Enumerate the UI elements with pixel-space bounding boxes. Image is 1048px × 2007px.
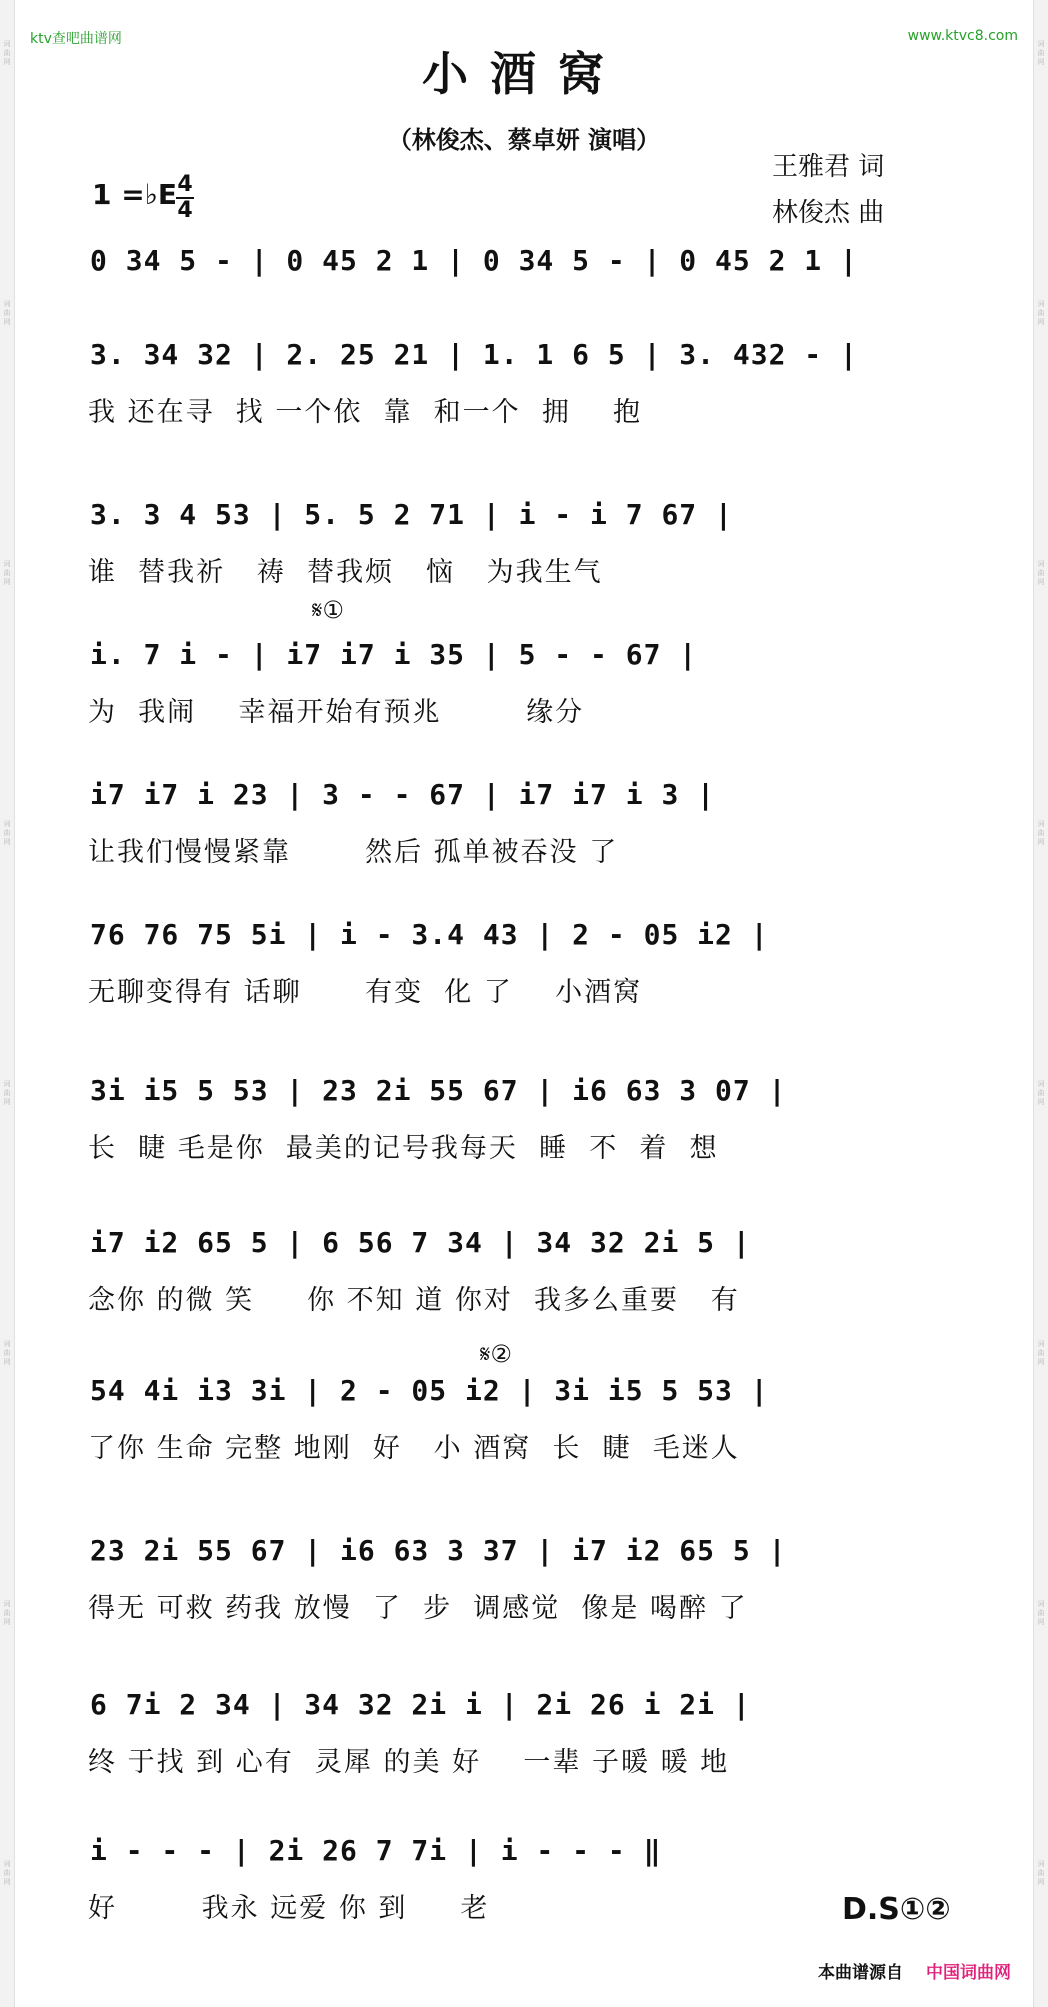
edge-watermark: 词曲网: [3, 560, 11, 586]
notation-line-9: 54 4i i3 3i | 2 - 05 i2 | 3i i5 5 53 |: [90, 1374, 769, 1407]
lyrics-line-8: 念你 的微 笑 你 不知 道 你对 我多么重要 有: [88, 1285, 740, 1316]
edge-watermark: 词曲网: [1037, 1600, 1045, 1626]
lyrics-line-5: 让我们慢慢紧靠 然后 孤单被吞没 了: [88, 837, 619, 868]
edge-watermark: 词曲网: [3, 820, 11, 846]
notation-line-12: i - - - | 2i 26 7 7i | i - - - ‖: [90, 1834, 662, 1867]
edge-watermark: 词曲网: [1037, 560, 1045, 586]
lyrics-line-7: 长 睫 毛是你 最美的记号我每天 睡 不 着 想: [88, 1133, 719, 1164]
time-numerator: 4: [177, 172, 193, 197]
lyrics-line-11: 终 于找 到 心有 灵犀 的美 好 一辈 子暖 暖 地: [88, 1747, 730, 1778]
edge-watermark: 词曲网: [1037, 1340, 1045, 1366]
right-margin-strip: [1033, 0, 1048, 2007]
lyrics-line-3: 谁 替我祈 祷 替我烦 恼 为我生气: [88, 557, 603, 588]
edge-watermark: 词曲网: [3, 1080, 11, 1106]
edge-watermark: 词曲网: [1037, 820, 1045, 846]
edge-watermark: 词曲网: [1037, 1080, 1045, 1106]
site-url-right: www.ktvc8.com: [907, 28, 1018, 44]
footer-source-label: 本曲谱源自: [818, 1963, 903, 1983]
edge-watermark: 词曲网: [3, 300, 11, 326]
performers-line: （林俊杰、蔡卓妍 演唱）: [387, 126, 661, 154]
edge-watermark: 词曲网: [1037, 40, 1045, 66]
lyrics-line-9: 了你 生命 完整 地刚 好 小 酒窝 长 睫 毛迷人: [88, 1433, 740, 1464]
notation-line-5: i7 i7 i 23 | 3 - - 67 | i7 i7 i 3 |: [90, 778, 716, 811]
edge-watermark: 词曲网: [3, 1340, 11, 1366]
key-signature: 1 =♭E: [92, 178, 178, 211]
lyrics-line-4: 为 我闹 幸福开始有预兆 缘分: [88, 697, 585, 728]
lyrics-line-12: 好 我永 远爱 你 到 老: [88, 1893, 490, 1924]
edge-watermark: 词曲网: [1037, 1860, 1045, 1886]
notation-line-1: 0 34 5 - | 0 45 2 1 | 0 34 5 - | 0 45 2 1 |: [90, 244, 858, 277]
time-denominator: 4: [177, 198, 193, 223]
lyrics-line-2: 我 还在寻 找 一个依 靠 和一个 拥 抱: [88, 397, 643, 428]
notation-line-3: 3. 3 4 53 | 5. 5 2 71 | i - i 7 67 |: [90, 498, 733, 531]
edge-watermark: 词曲网: [1037, 300, 1045, 326]
segno-mark-2: 𝄋②: [480, 1340, 512, 1368]
notation-line-8: i7 i2 65 5 | 6 56 7 34 | 34 32 2i 5 |: [90, 1226, 751, 1259]
segno-mark-1: 𝄋①: [312, 596, 344, 624]
lyricist-credit: 王雅君 词: [772, 152, 885, 182]
notation-line-4: i. 7 i - | i7 i7 i 35 | 5 - - 67 |: [90, 638, 698, 671]
footer-brand: 中国词曲网: [926, 1963, 1011, 1983]
notation-line-6: 76 76 75 5i | i - 3.4 43 | 2 - 05 i2 |: [90, 918, 769, 951]
lyrics-line-6: 无聊变得有 话聊 有变 化 了 小酒窝: [88, 977, 643, 1008]
notation-line-10: 23 2i 55 67 | i6 63 3 37 | i7 i2 65 5 |: [90, 1534, 787, 1567]
time-signature: [176, 174, 194, 222]
composer-credit: 林俊杰 曲: [772, 198, 885, 228]
notation-line-11: 6 7i 2 34 | 34 32 2i i | 2i 26 i 2i |: [90, 1688, 751, 1721]
edge-watermark: 词曲网: [3, 40, 11, 66]
dal-segno-mark: D.S①②: [842, 1892, 951, 1927]
notation-line-2: 3. 34 32 | 2. 25 21 | 1. 1 6 5 | 3. 432 - |: [90, 338, 858, 371]
edge-watermark: 词曲网: [3, 1600, 11, 1626]
edge-watermark: 词曲网: [3, 1860, 11, 1886]
song-title: 小酒窝: [422, 47, 626, 101]
lyrics-line-10: 得无 可救 药我 放慢 了 步 调感觉 像是 喝醉 了: [88, 1593, 748, 1624]
left-margin-strip: [0, 0, 15, 2007]
site-name-left: ktv查吧曲谱网: [30, 31, 122, 47]
notation-line-7: 3i i5 5 53 | 23 2i 55 67 | i6 63 3 07 |: [90, 1074, 787, 1107]
